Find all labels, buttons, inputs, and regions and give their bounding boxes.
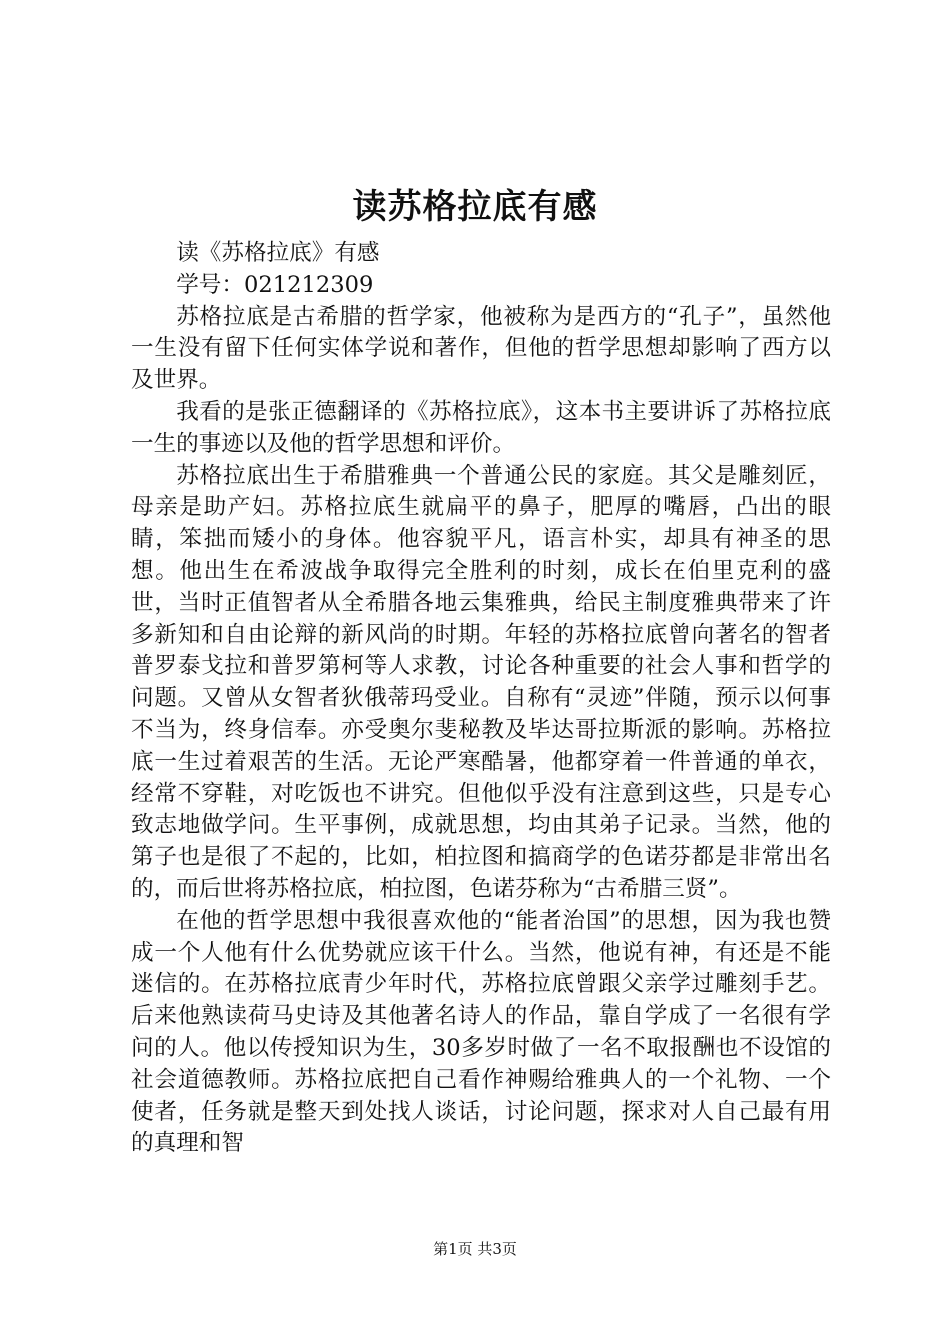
page-total: 共3页 — [477, 1240, 517, 1258]
document-body — [131, 238, 831, 1160]
student-id-line: 学号：021212309 — [176, 271, 374, 298]
page-number: 第1页 — [433, 1240, 473, 1258]
paragraph: 苏格拉底是古希腊的哲学家，他被称为是西方的“孔子”，虽然他一生没有留下任何实体学说和著作，但他的哲学思想却影响了西方以及世界。 — [131, 303, 831, 394]
document-title: 读苏格拉底有感 — [352, 187, 598, 227]
paragraph: 在他的哲学思想中我很喜欢他的“能者治国”的思想，因为我也赞成一个人他有什么优势就应该干什么。当然，他说有神，有还是不能迷信的。在苏格拉底青少年时代，苏格拉底曾跟父亲学过雕刻手艺。后来他熟读荷马史诗及其他著名诗人的作品，靠自学成了一名很有学问的人。他以传授知识为生，30多岁时做了一名不取报酬也不设馆的社会道德教师。苏格拉底把自己看作神赐给雅典人的一个礼物、一个使者，任务就是整天到处找人谈话，讨论问题，探求对人自己最有用的真理和智 — [131, 907, 831, 1157]
subtitle-line: 读《苏格拉底》有感 — [176, 240, 380, 266]
page-footer — [0, 1238, 950, 1260]
paragraph: 我看的是张正德翻译的《苏格拉底》，这本书主要讲诉了苏格拉底一生的事迹以及他的哲学思想和评价。 — [131, 398, 831, 457]
paragraph: 苏格拉底出生于希腊雅典一个普通公民的家庭。其父是雕刻匠，母亲是助产妇。苏格拉底生就扁平的鼻子，肥厚的嘴唇，凸出的眼睛，笨拙而矮小的身体。他容貌平凡，语言朴实，却具有神圣的思想。他出生在希波战争取得完全胜利的时刻，成长在伯里克利的盛世，当时正值智者从全希腊各地云集雅典，给民主制度雅典带来了许多新知和自由论辩的新风尚的时期。年轻的苏格拉底曾向著名的智者普罗泰戈拉和普罗第柯等人求教，讨论各种重要的社会人事和哲学的问题。又曾从女智者狄俄蒂玛受业。自称有“灵迹”伴随，预示以何事不当为，终身信奉。亦受奥尔斐秘教及毕达哥拉斯派的影响。苏格拉底一生过着艰苦的生活。无论严寒酷暑，他都穿着一件普通的单衣，经常不穿鞋，对吃饭也不讲究。但他似乎没有注意到这些，只是专心致志地做学问。生平事例，成就思想，均由其弟子记录。当然，他的第子也是很了不起的，比如，柏拉图和搞商学的色诺芬都是非常出名的，而后世将苏格拉底，柏拉图，色诺芬称为“古希腊三贤”。 — [131, 462, 831, 902]
